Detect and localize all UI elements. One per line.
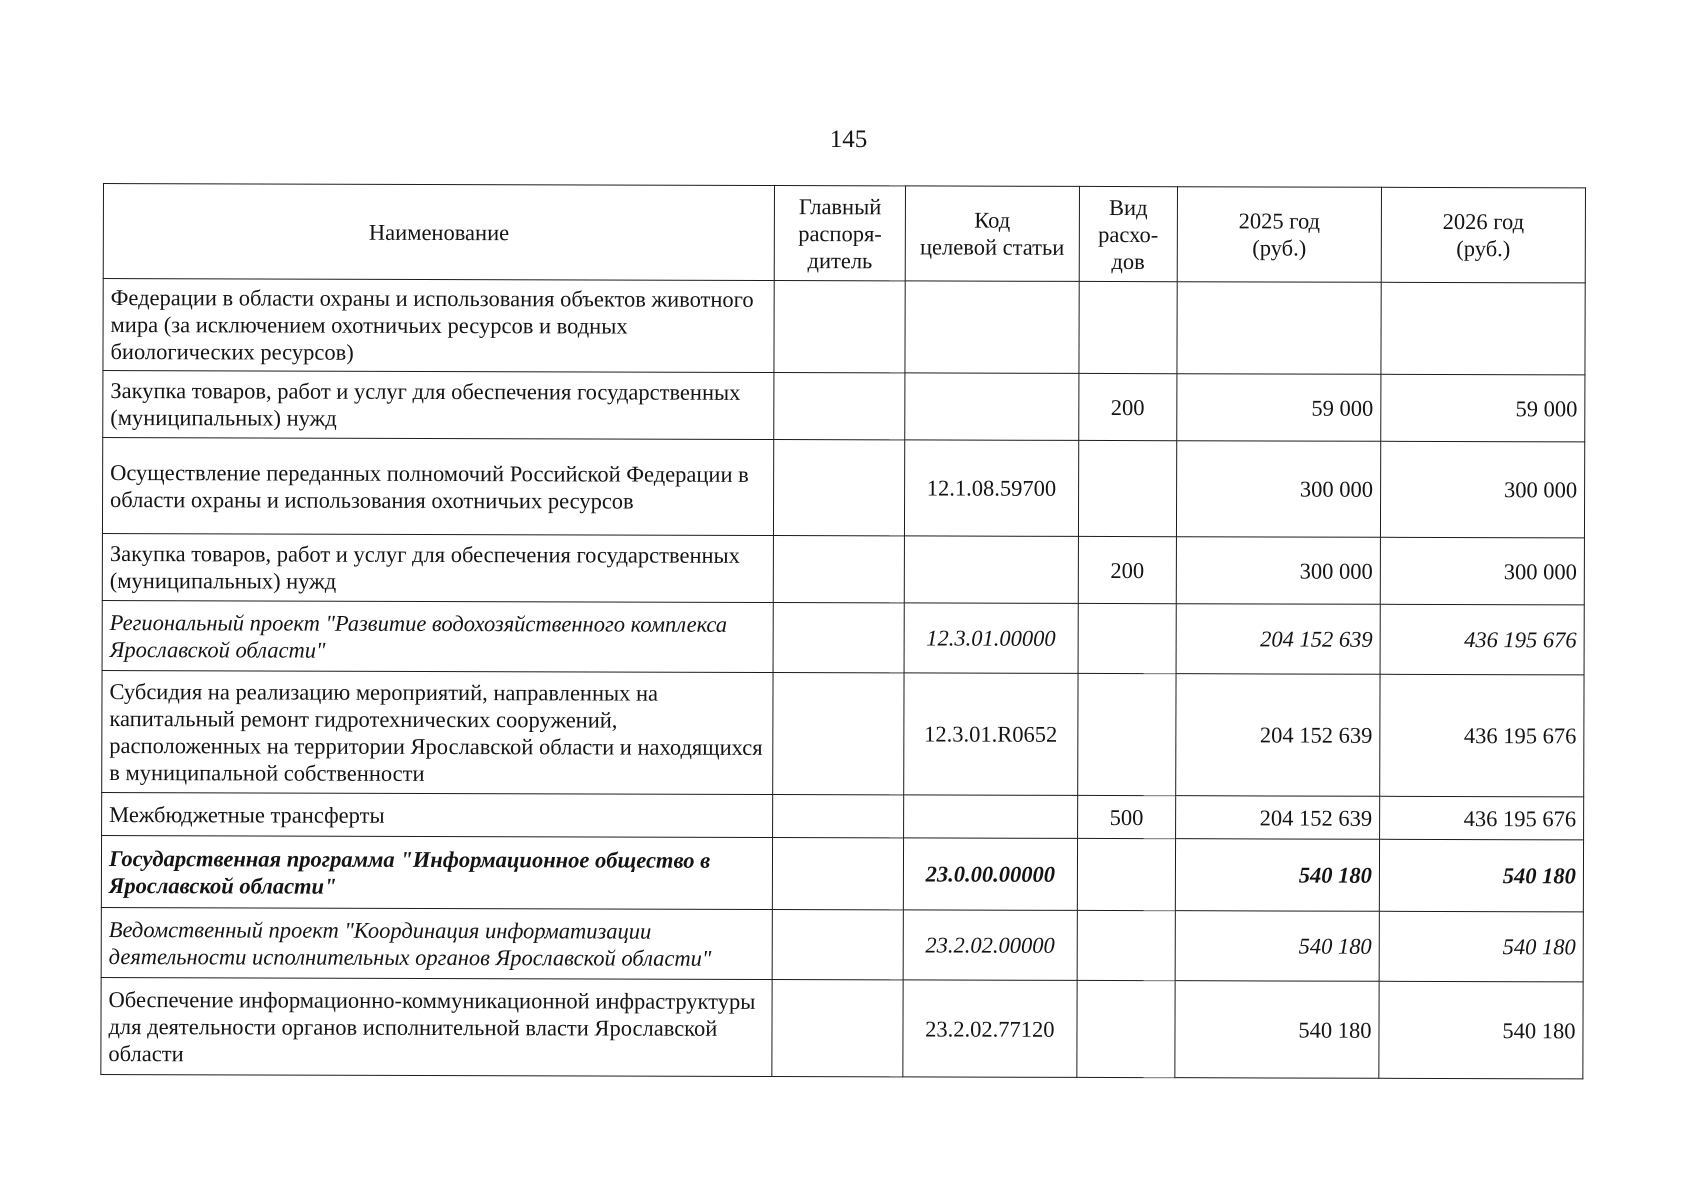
table-row	[102, 670, 1584, 796]
cell-type	[1078, 603, 1176, 673]
cell-name: Закупка товаров, работ и услуг для обеспечения государственных (муниципальных) нужд	[102, 533, 774, 602]
cell-code	[905, 281, 1079, 374]
cell-distributor	[774, 372, 905, 439]
cell-name: Федерации в области охраны и использования объектов животного мира (за исключением охотничьих ресурсов и водных биологических ресурсов)	[103, 279, 775, 373]
cell-code	[904, 795, 1078, 839]
cell-2025: 204 152 639	[1176, 604, 1380, 675]
table-row	[102, 533, 1584, 604]
cell-name: Осуществление переданных полномочий Российской Федерации в области охраны и использования охотничьих ресурсов	[102, 438, 774, 536]
cell-2025: 300 000	[1176, 537, 1380, 605]
cell-distributor	[773, 602, 904, 672]
cell-type	[1077, 673, 1176, 795]
cell-name: Субсидия на реализацию мероприятий, направленных на капитальный ремонт гидротехнических сооружений, расположенных на территории Ярославской области и находящихся в муниципальной собственности	[102, 670, 774, 794]
cell-distributor	[774, 535, 905, 602]
cell-distributor	[772, 979, 903, 1076]
cell-code: 23.2.02.77120	[903, 980, 1077, 1078]
cell-name: Региональный проект "Развитие водохозяйственного комплекса Ярославской области"	[102, 600, 774, 672]
page-number: 145	[829, 126, 868, 153]
table-body	[101, 279, 1585, 1079]
cell-distributor	[774, 439, 905, 535]
cell-2025: 540 180	[1175, 839, 1379, 912]
cell-2025	[1177, 282, 1381, 375]
cell-2025: 540 180	[1175, 911, 1379, 982]
cell-2026: 540 180	[1379, 981, 1583, 1079]
cell-type: 500	[1077, 795, 1175, 838]
cell-code: 12.1.08.59700	[904, 440, 1078, 537]
cell-code	[905, 373, 1079, 441]
cell-code	[904, 536, 1078, 604]
cell-2025: 540 180	[1175, 981, 1379, 1079]
cell-2026: 436 195 676	[1380, 674, 1584, 797]
header-type: Вид расхо- дов	[1079, 186, 1178, 281]
cell-2026: 59 000	[1381, 374, 1585, 442]
table-row	[101, 977, 1583, 1078]
cell-2025: 204 152 639	[1176, 674, 1380, 797]
cell-2025: 300 000	[1176, 441, 1380, 538]
table-row	[103, 279, 1585, 375]
cell-name: Закупка товаров, работ и услуг для обеспечения государственных (муниципальных) нужд	[103, 371, 775, 440]
header-2026: 2026 год (руб.)	[1381, 187, 1585, 283]
cell-type: 200	[1078, 373, 1176, 440]
cell-code: 12.3.01.00000	[904, 603, 1078, 674]
cell-2025: 59 000	[1177, 374, 1381, 442]
table-row	[102, 792, 1584, 839]
cell-type	[1077, 980, 1176, 1077]
cell-type	[1078, 440, 1177, 536]
table-row	[102, 438, 1584, 538]
cell-distributor	[773, 837, 904, 909]
header-2025: 2025 год (руб.)	[1177, 187, 1381, 283]
cell-2026	[1381, 282, 1585, 375]
cell-name: Государственная программа "Информационное общество в Ярославской области"	[101, 835, 773, 909]
cell-code: 12.3.01.R0652	[904, 673, 1078, 796]
cell-distributor	[774, 280, 905, 372]
cell-type	[1079, 281, 1177, 373]
cell-distributor	[773, 909, 904, 979]
cell-distributor	[773, 672, 904, 794]
table-header	[103, 184, 1585, 283]
table-row	[103, 371, 1585, 442]
cell-2026: 540 180	[1379, 911, 1583, 982]
header-code: Код целевой статьи	[905, 186, 1079, 282]
cell-2026: 436 195 676	[1380, 604, 1584, 675]
cell-name: Обеспечение информационно-коммуникационной инфраструктуры для деятельности органов исполнительной власти Ярославской области	[101, 977, 773, 1076]
header-distributor: Главный распоря- дитель	[775, 185, 906, 280]
cell-name: Межбюджетные трансферты	[102, 792, 773, 837]
cell-2025: 204 152 639	[1176, 796, 1380, 840]
cell-2026: 436 195 676	[1380, 796, 1584, 840]
cell-type	[1077, 838, 1175, 910]
cell-2026: 300 000	[1380, 441, 1584, 538]
header-name: Наименование	[103, 184, 775, 281]
cell-distributor	[773, 794, 904, 837]
cell-code: 23.2.02.00000	[903, 910, 1077, 981]
cell-2026: 540 180	[1379, 839, 1583, 912]
cell-code: 23.0.00.00000	[903, 838, 1077, 911]
cell-name: Ведомственный проект "Координация информатизации деятельности исполнительных органов Ярославской области"	[101, 907, 773, 979]
budget-table	[100, 183, 1586, 1079]
cell-type: 200	[1078, 536, 1176, 603]
table-row	[102, 600, 1584, 674]
table-row	[101, 835, 1583, 911]
cell-type	[1077, 910, 1175, 980]
table-row	[101, 907, 1583, 981]
cell-2026: 300 000	[1380, 537, 1584, 605]
